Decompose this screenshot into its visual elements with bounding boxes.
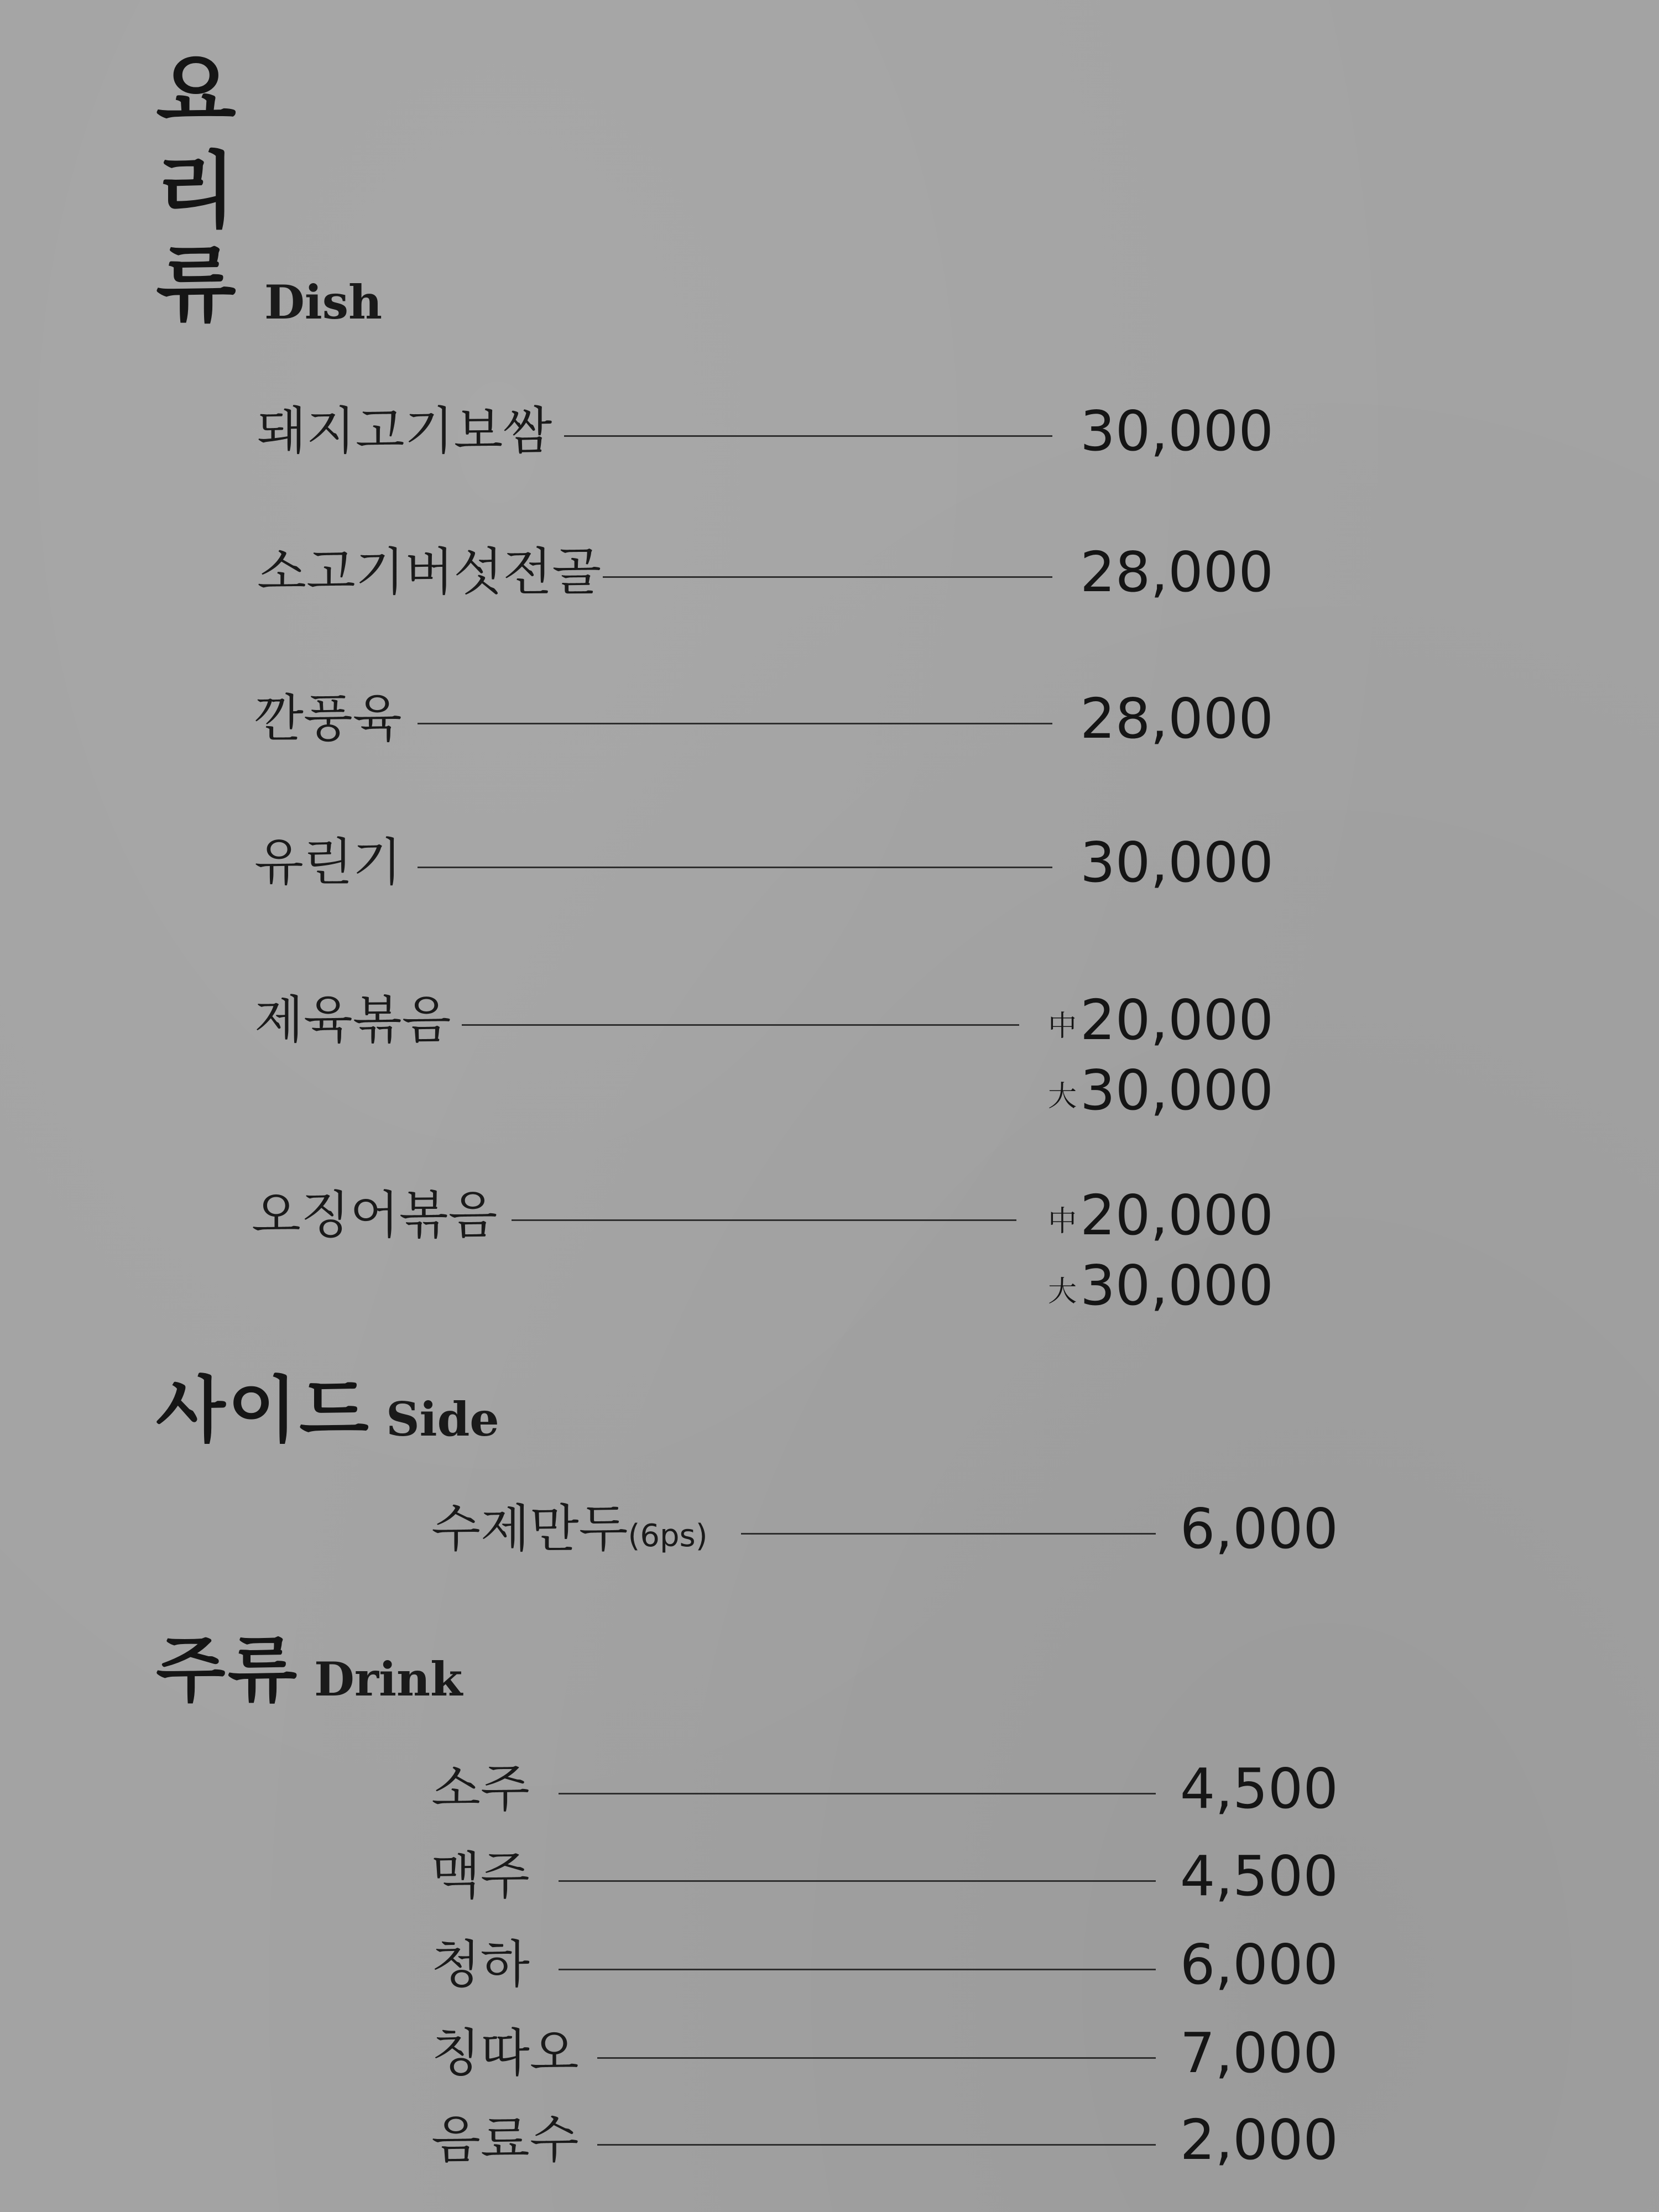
leader-line (597, 2057, 1156, 2059)
price-value: 30,000 (1080, 1058, 1274, 1123)
leader-line (559, 1969, 1156, 1970)
menu-item-price: 6,000 (1180, 1932, 1338, 1997)
menu-item-price: 4,500 (1180, 1844, 1338, 1908)
leader-line (559, 1793, 1156, 1794)
menu-item-price: 4,500 (1180, 1756, 1338, 1821)
menu-item-price: 30,000 (1080, 830, 1274, 895)
menu-item-drink-3 (431, 1934, 1338, 1995)
dish-title-en: Dish (264, 275, 383, 330)
menu-item-note: (6ps) (628, 1518, 708, 1554)
menu-item-dish-4 (254, 832, 1274, 893)
size-medium-label: 中 (1048, 1205, 1077, 1238)
menu-item-dish-6 (252, 1185, 1274, 1246)
menu-item-drink-5 (431, 2107, 1338, 2172)
dish-title-kr-3: 류 (156, 236, 236, 333)
leader-line (559, 1880, 1156, 1882)
menu-item-dish-5 (254, 990, 1274, 1051)
menu-item-price: 30,000 (1080, 399, 1274, 463)
menu-item-name-text: 수제만두 (431, 1499, 628, 1558)
menu-item-price-large (1048, 1255, 1274, 1322)
size-large-label: 大 (1048, 1080, 1077, 1113)
menu-item-price: 2,000 (1180, 2107, 1338, 2172)
menu-item-name: 유린기 (254, 833, 402, 892)
menu-item-name: 음료수 (431, 2110, 579, 2169)
menu-item-price: 28,000 (1080, 686, 1274, 751)
menu-item-name: 깐풍육 (254, 689, 402, 748)
menu-item-price-large (1048, 1060, 1274, 1127)
price-value: 30,000 (1080, 1253, 1274, 1318)
menu-item-price-medium (1048, 990, 1274, 1057)
menu-item-price-medium (1048, 1185, 1274, 1252)
menu-item-drink-4 (431, 2023, 1338, 2084)
size-medium-label: 中 (1048, 1010, 1077, 1043)
leader-line (512, 1219, 1016, 1221)
menu-item-drink-1 (431, 1756, 1338, 1821)
side-title-en: Side (386, 1392, 499, 1447)
menu-item-price: 6,000 (1180, 1496, 1338, 1561)
menu-item-name: 칭따오 (431, 2023, 579, 2083)
leader-line (418, 867, 1052, 868)
menu-item-dish-2 (257, 542, 1274, 603)
dish-title-kr-2: 리 (156, 142, 236, 239)
dish-title-kr-1: 요 (156, 43, 236, 140)
leader-line (603, 576, 1052, 578)
menu-item-name: 소고기버섯전골 (257, 542, 602, 602)
menu-item-name: 제육볶음 (254, 990, 451, 1050)
menu-item-dish-5-large (254, 1060, 1274, 1121)
leader-line (418, 723, 1052, 724)
menu-item-side-1 (431, 1496, 1338, 1561)
drink-title-kr: 주류 (156, 1627, 300, 1712)
side-title-kr: 사이드 (156, 1368, 371, 1452)
drink-title-en: Drink (314, 1652, 463, 1707)
leader-line (597, 2144, 1156, 2146)
menu-item-dish-6-large (252, 1255, 1274, 1316)
menu-item-dish-1 (257, 401, 1274, 462)
menu-item-name: 청하 (431, 1935, 530, 1994)
menu-item-name: 소주 (431, 1759, 530, 1818)
leader-line (741, 1533, 1156, 1535)
menu-item-price: 28,000 (1080, 540, 1274, 604)
menu-item-name (431, 1499, 708, 1567)
leader-line (462, 1024, 1019, 1026)
menu-item-name: 오징어볶음 (252, 1186, 498, 1245)
menu-item-name: 돼지고기보쌈 (257, 401, 552, 461)
price-value: 20,000 (1080, 1183, 1274, 1248)
price-value: 20,000 (1080, 988, 1274, 1052)
menu-item-name: 맥주 (431, 1846, 530, 1906)
menu-item-drink-2 (431, 1846, 1338, 1907)
menu-item-price: 7,000 (1180, 2021, 1338, 2085)
menu-item-dish-3 (254, 688, 1274, 749)
leader-line (564, 435, 1052, 437)
size-large-label: 大 (1048, 1275, 1077, 1308)
